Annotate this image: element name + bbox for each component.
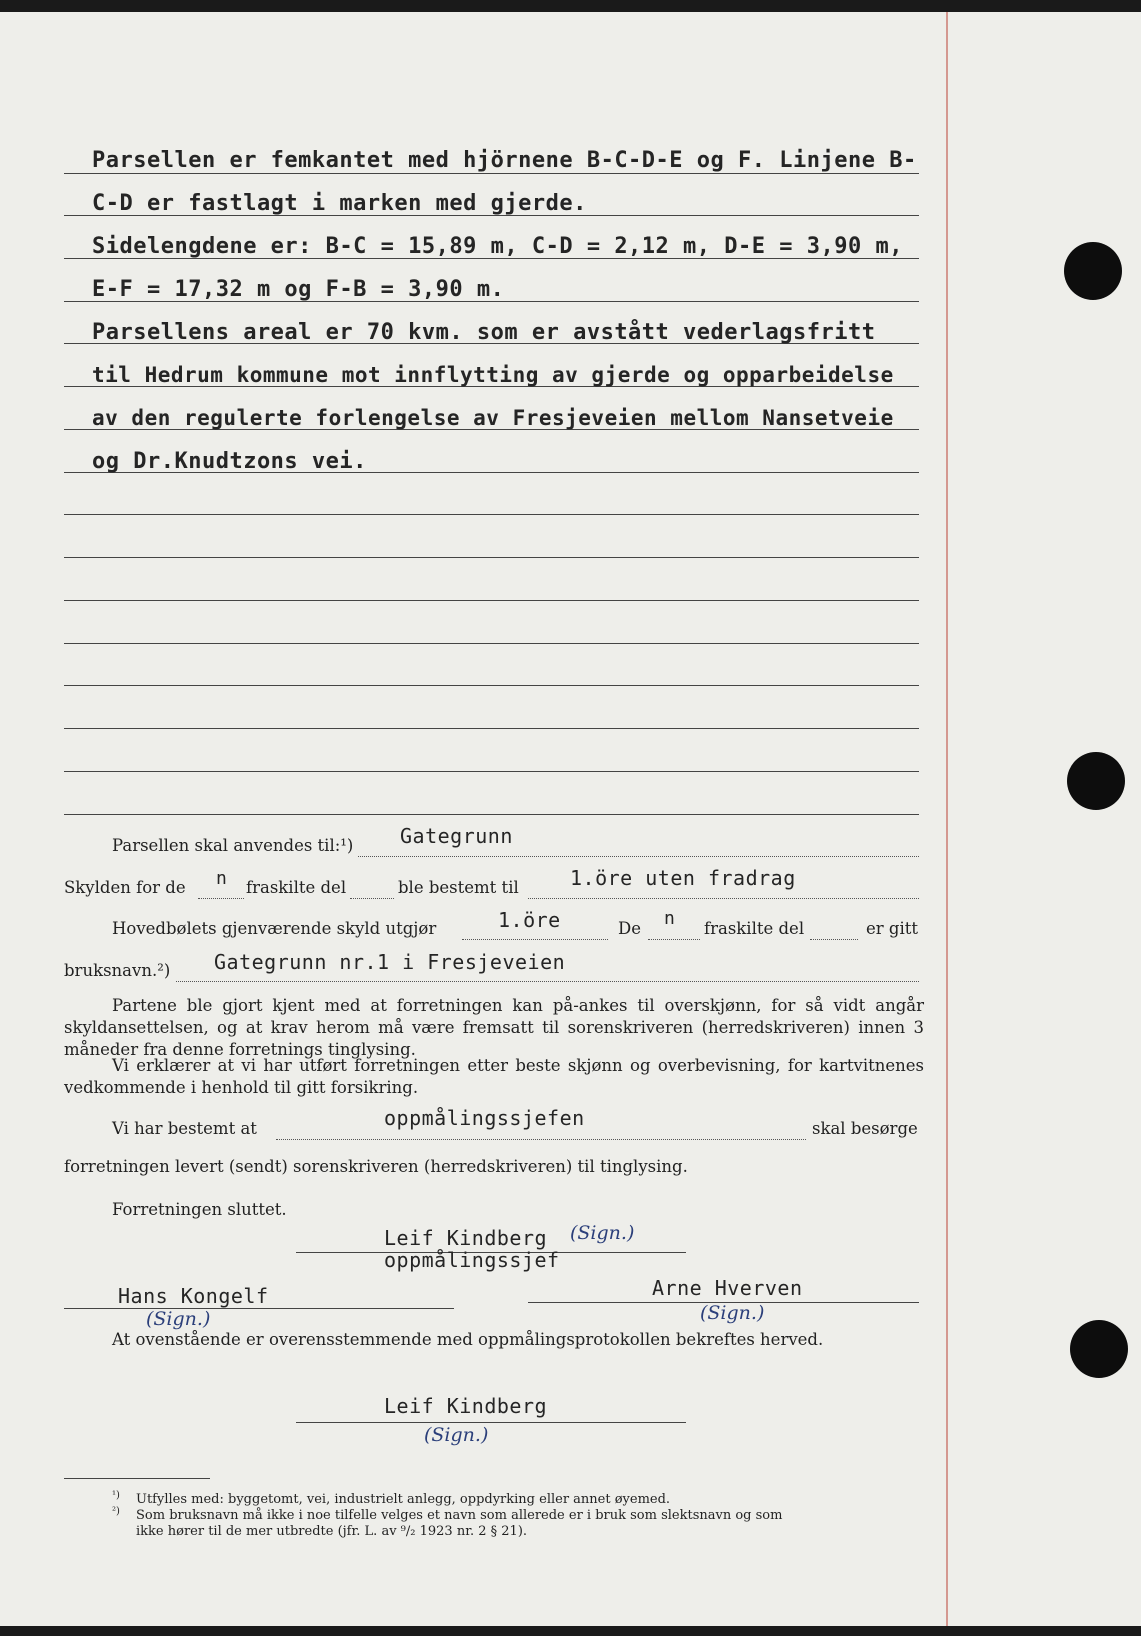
ruled-line xyxy=(64,514,919,515)
ruled-line xyxy=(64,557,919,558)
signed-note: (Sign.) xyxy=(146,1308,211,1330)
typed-line: C-D er fastlagt i marken med gjerde. xyxy=(92,191,587,216)
punch-hole xyxy=(1064,242,1122,300)
skylden-label-2: fraskilte del xyxy=(246,878,347,897)
hoved-de: De xyxy=(618,919,641,938)
typed-line: Parsellens areal er 70 kvm. som er avstått vederlagsfritt xyxy=(92,320,876,345)
dotted-line xyxy=(350,898,394,899)
ruled-line xyxy=(64,173,919,174)
typed-line: av den regulerte forlengelse av Fresjeveien mellom Nansetveie xyxy=(92,406,894,430)
dotted-line xyxy=(358,856,919,857)
dotted-line xyxy=(810,939,858,940)
signature-name: Leif Kindberg xyxy=(384,1226,548,1250)
dotted-line xyxy=(648,939,700,940)
punch-hole xyxy=(1067,752,1125,810)
dotted-line xyxy=(276,1139,806,1140)
ruled-line xyxy=(64,771,919,772)
dotted-line xyxy=(528,898,919,899)
signature-title: oppmålingssjef xyxy=(384,1248,560,1272)
bruksnavn-value: Gategrunn nr.1 i Fresjeveien xyxy=(214,950,566,974)
dotted-line xyxy=(198,898,244,899)
sluttet-text: Forretningen sluttet. xyxy=(112,1200,287,1219)
dotted-line xyxy=(176,981,919,982)
signed-note: (Sign.) xyxy=(700,1302,765,1324)
hoved-value: 1.öre xyxy=(498,908,561,932)
skylden-label-3: ble bestemt til xyxy=(398,878,519,897)
punch-hole xyxy=(1070,1320,1128,1378)
margin-line xyxy=(946,12,948,1626)
footnote-mark: ¹) xyxy=(112,1490,120,1501)
footnote-divider xyxy=(64,1478,210,1479)
typed-line: og Dr.Knudtzons vei. xyxy=(92,449,367,474)
typed-line: Parsellen er femkantet med hjörnene B-C-D-E og F. Linjene B- xyxy=(92,148,917,173)
skylden-n: n xyxy=(216,868,228,889)
bestemt-label-2: skal besørge xyxy=(812,1119,918,1138)
dotted-line xyxy=(462,939,608,940)
footnote-2a: Som bruksnavn må ikke i noe tilfelle velges et navn som allerede er i bruk som slektsnavn og som xyxy=(136,1508,783,1523)
anvendes-value: Gategrunn xyxy=(400,824,513,848)
ruled-line xyxy=(64,600,919,601)
skylden-label: Skylden for de xyxy=(64,878,186,897)
signature-name: Leif Kindberg xyxy=(384,1394,548,1418)
typed-line: til Hedrum kommune mot innflytting av gjerde og opparbeidelse xyxy=(92,363,894,387)
signature-line xyxy=(64,1308,454,1309)
footnote-2b: ikke hører til de mer utbredte (jfr. L. av ⁹/₂ 1923 nr. 2 § 21). xyxy=(136,1524,528,1539)
bruksnavn-label: bruksnavn.²) xyxy=(64,961,171,980)
signed-note: (Sign.) xyxy=(424,1424,489,1446)
skylden-value: 1.öre uten fradrag xyxy=(570,866,796,890)
ruled-line xyxy=(64,814,919,815)
signature-name: Hans Kongelf xyxy=(118,1284,269,1308)
signed-note: (Sign.) xyxy=(570,1222,635,1244)
ruled-line xyxy=(64,728,919,729)
footnote-1: Utfylles med: byggetomt, vei, industrielt anlegg, oppdyrking eller annet øyemed. xyxy=(136,1492,671,1507)
paragraph-anke: Partene ble gjort kjent med at forretningen kan på-ankes til overskjønn, for så vidt angår skyldansettelsen, og at krav herom må være fremsatt til sorenskriveren (herredskriveren) innen 3 måneder fra denne forretnings tinglysing. xyxy=(64,996,924,1059)
footnote-mark: ²) xyxy=(112,1506,120,1517)
hoved-label-2: fraskilte del xyxy=(704,919,805,938)
bekreftes-text: At ovenstående er overensstemmende med oppmålingsprotokollen bekreftes herved. xyxy=(112,1330,824,1349)
typed-line: E-F = 17,32 m og F-B = 3,90 m. xyxy=(92,277,505,302)
ruled-line xyxy=(64,643,919,644)
signature-line xyxy=(296,1422,686,1423)
hoved-label-3: er gitt xyxy=(866,919,918,938)
levert-text: forretningen levert (sendt) sorenskriveren (herredskriveren) til tinglysing. xyxy=(64,1157,688,1176)
ruled-line xyxy=(64,685,919,686)
document-page xyxy=(0,12,1141,1626)
bestemt-value: oppmålingssjefen xyxy=(384,1106,585,1130)
paragraph-erklaering: Vi erklærer at vi har utført forretningen etter beste skjønn og overbevisning, for kartvitnenes vedkommende i henhold til gitt forsikring. xyxy=(64,1056,924,1097)
bestemt-label: Vi har bestemt at xyxy=(112,1119,257,1138)
signature-name: Arne Hverven xyxy=(652,1276,803,1300)
hoved-label: Hovedbølets gjenværende skyld utgjør xyxy=(112,919,437,938)
anvendes-label: Parsellen skal anvendes til:¹) xyxy=(112,836,354,855)
hoved-n: n xyxy=(664,908,676,929)
typed-line: Sidelengdene er: B-C = 15,89 m, C-D = 2,12 m, D-E = 3,90 m, xyxy=(92,234,903,259)
